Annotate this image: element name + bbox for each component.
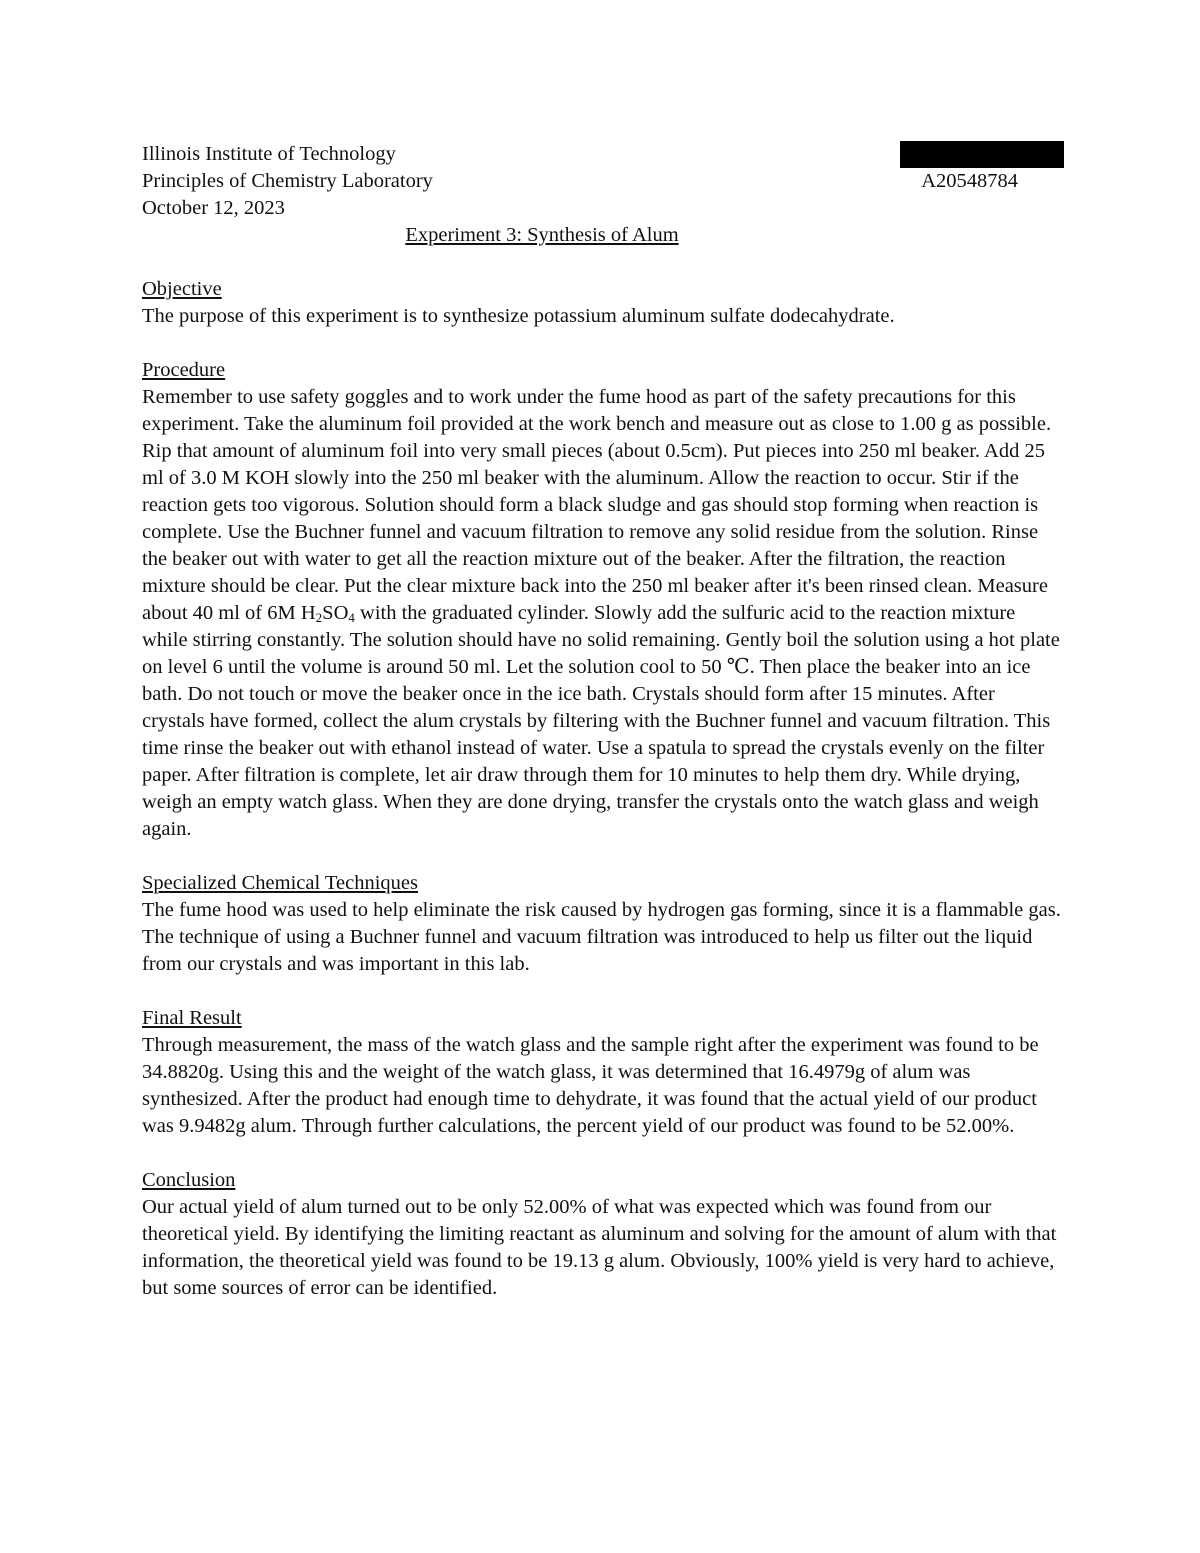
course-name: Principles of Chemistry Laboratory — [142, 170, 433, 192]
subscript-4: 4 — [348, 610, 355, 625]
objective-heading: Objective — [142, 278, 222, 300]
header-row-2 — [142, 168, 1062, 195]
procedure-heading: Procedure — [142, 359, 226, 381]
final-result-heading: Final Result — [142, 1007, 242, 1029]
institution-name: Illinois Institute of Technology — [142, 143, 396, 165]
report-date: October 12, 2023 — [142, 197, 285, 219]
conclusion-heading: Conclusion — [142, 1169, 236, 1191]
techniques-heading: Specialized Chemical Techniques — [142, 872, 418, 894]
procedure-body — [142, 384, 1062, 843]
document-title: Experiment 3: Synthesis of Alum — [405, 224, 679, 246]
header-row-3 — [142, 195, 1062, 222]
techniques-body: The fume hood was used to help eliminate the risk caused by hydrogen gas forming, since it is a flammable gas. The technique of using a Buchner funnel and vacuum filtration was introduced to help us filter out the liquid from our crystals and was important in this lab. — [142, 899, 1061, 975]
procedure-text-2: SO — [322, 602, 349, 624]
procedure-text-1: Remember to use safety goggles and to work under the fume hood as part of the safety precautions for this experiment. Take the aluminum foil provided at the work bench and measure out as close to 1.00 g as possible. Rip that amount of aluminum foil into very small pieces (about 0.5cm). Put pieces into 250 ml beaker. Add 25 ml of 3.0 M KOH slowly into the 250 ml beaker with the aluminum. Allow the reaction to occur. Stir if the reaction gets too vigorous. Solution should form a black sludge and gas should stop forming when reaction is complete. Use the Buchner funnel and vacuum filtration to remove any solid residue from the solution. Rinse the beaker out with water to get all the reaction mixture out of the beaker. After the filtration, the reaction mixture should be clear. Put the clear mixture back into the 250 ml beaker after it's been rinsed clean. Measure about 40 ml of 6M H — [142, 386, 1052, 624]
header-row-1 — [142, 141, 1062, 168]
subscript-2: 2 — [315, 610, 323, 625]
objective-body: The purpose of this experiment is to synthesize potassium aluminum sulfate dodecahydrate. — [142, 305, 895, 327]
procedure-text-3: with the graduated cylinder. Slowly add the sulfuric acid to the reaction mixture while stirring constantly. The solution should have no solid remaining. Gently boil the solution using a hot plate on level 6 until the volume is around 50 ml. Let the solution cool to 50 ℃. Then place the beaker into an ice bath. Do not touch or move the beaker once in the ice bath. Crystals should form after 15 minutes. After crystals have formed, collect the alum crystals by filtering with the Buchner funnel and vacuum filtration. This time rinse the beaker out with ethanol instead of water. Use a spatula to spread the crystals evenly on the filter paper. After filtration is complete, let air draw through them for 10 minutes to help them dry. While drying, weigh an empty watch glass. When they are done drying, transfer the crystals onto the watch glass and weigh again. — [142, 602, 1060, 840]
document-page — [142, 141, 1062, 1302]
student-id: A20548784 — [921, 170, 1018, 192]
conclusion-body: Our actual yield of alum turned out to be only 52.00% of what was expected which was found from our theoretical yield. By identifying the limiting reactant as aluminum and solving for the amount of alum with that information, the theoretical yield was found to be 19.13 g alum. Obviously, 100% yield is very hard to achieve, but some sources of error can be identified. — [142, 1196, 1057, 1299]
redacted-name-block — [900, 141, 1064, 168]
final-result-body: Through measurement, the mass of the watch glass and the sample right after the experiment was found to be 34.8820g. Using this and the weight of the watch glass, it was determined that 16.4979g of alum was synthesized. After the product had enough time to dehydrate, it was found that the actual yield of our product was 9.9482g alum. Through further calculations, the percent yield of our product was found to be 52.00%. — [142, 1034, 1039, 1137]
